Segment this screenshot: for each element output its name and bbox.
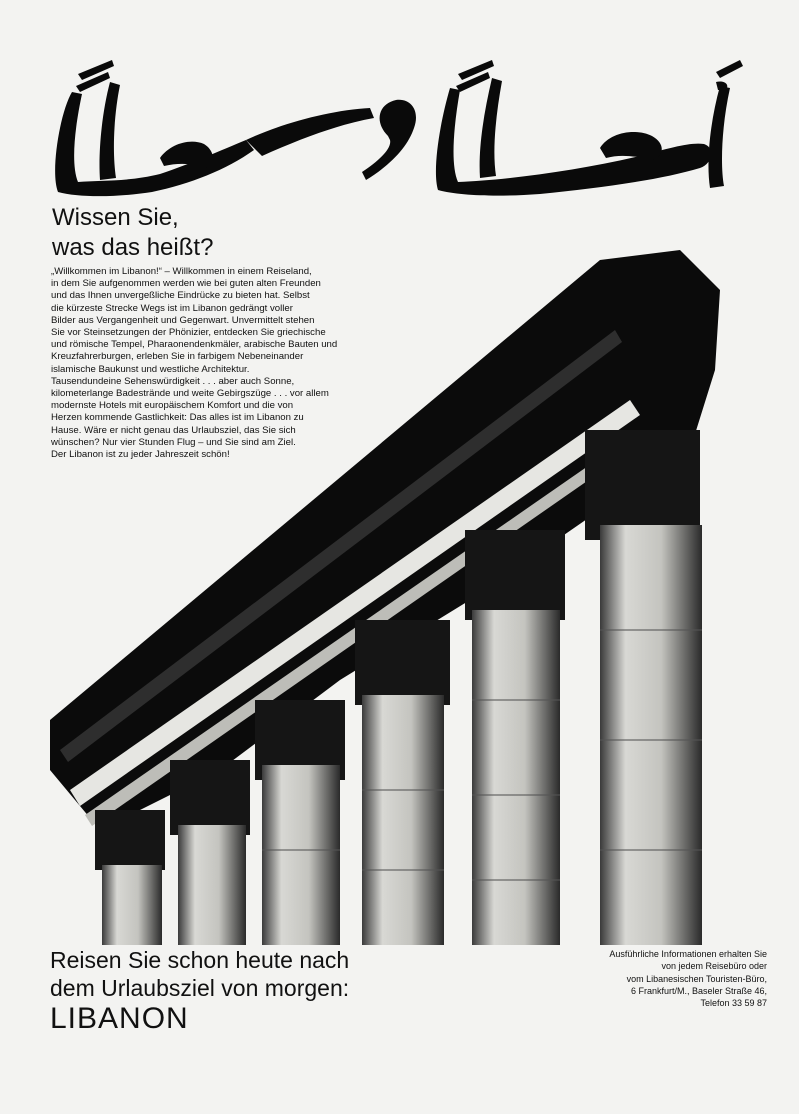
contact-info: Ausführliche Informationen erhalten Sie von jedem Reisebüro oder vom Libanesischen Touristen-Büro, 6 Frankfurt/M., Baseler Straße 46, Telefon 33 59 87 (609, 949, 767, 1009)
headline-line-2: was das heißt? (52, 234, 214, 261)
arabic-calligraphy-title (40, 52, 750, 202)
bottom-headline-line-1: Reisen Sie schon heute nach (50, 947, 350, 973)
headline-line-1: Wissen Sie, (52, 204, 179, 231)
country-name: LIBANON (50, 1002, 189, 1035)
bottom-headline (50, 946, 349, 1036)
bottom-headline-line-2: dem Urlaubsziel von morgen: (50, 975, 350, 1001)
temple-columns-photo (40, 250, 740, 945)
body-text: „Willkommen im Libanon!“ – Willkommen in einem Reiseland, in dem Sie aufgenommen werden wie bei guten alten Freunden und das Ihnen unvergeßliche Eindrücke zu bieten hat. Selbst die kürzeste Strecke Wegs ist im Libanon gedrängt voller Bilder aus Vergangenheit und Gegenwart. Unvermittelt stehen Sie vor Steinsetzungen der Phönizier, entdecken Sie griechische und römische Tempel, Pharaonendenkmäler, arabische Bauten und Kreuzfahrerburgen, erleben Sie in farbigem Nebeneinander islamische Baukunst und westliche Architektur. Tausendundeine Sehenswürdigkeit . . . aber auch Sonne, kilometerlange Badestrände und weite Gebirgszüge . . . vor allem modernste Hotels mit europäischem Komfort und die von Herzen kommende Gastlichkeit: Das alles ist im Libanon zu Hause. Wäre er nicht genau das Urlaubsziel, das Sie sich wünschen? Nur vier Stunden Flug – und Sie sind am Ziel. Der Libanon ist zu jeder Jahreszeit schön! (51, 266, 338, 461)
